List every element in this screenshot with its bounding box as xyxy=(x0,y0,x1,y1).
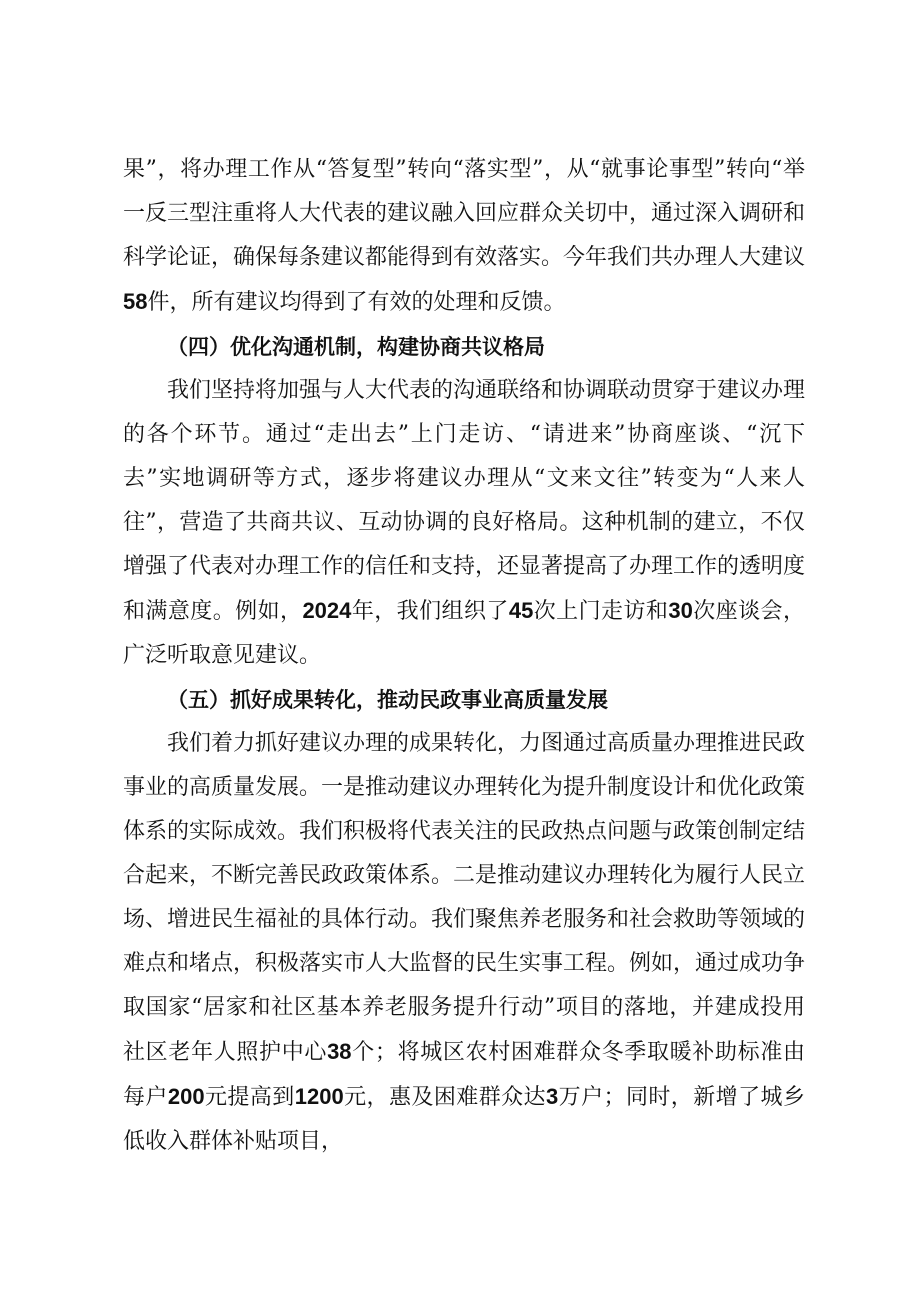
number-text: 38 xyxy=(327,1039,352,1064)
paragraph-2: 我们坚持将加强与人大代表的沟通联络和协调联动贯穿于建议办理的各个环节。通过“走出去”上门走访、“请进来”协商座谈、“沉下去”实地调研等方式，逐步将建议办理从“文来文往”转变为“人来人往”，营造了共商共议、互动协调的良好格局。这种机制的建立，不仅增强了代表对办理工作的信任和支持，还显著提高了办理工作的透明度和满意度。例如，2024年，我们组织了45次上门走访和30次座谈会，广泛听取意见建议。 xyxy=(123,378,806,668)
number-text: 3 xyxy=(545,1084,559,1109)
number-text: 1200 xyxy=(294,1084,344,1109)
number-text: 2024 xyxy=(302,598,352,623)
number-text: 45 xyxy=(508,598,534,623)
paragraph-3: 我们着力抓好建议办理的成果转化，力图通过高质量办理推进民政事业的高质量发展。一是推动建议办理转化为提升制度设计和优化政策体系的实际成效。我们积极将代表关注的民政热点问题与政策创制定结合起来，不断完善民政政策体系。二是推动建议办理转化为履行人民立场、增进民生福祉的具体行动。我们聚焦养老服务和社会救助等领域的难点和堵点，积极落实市人大监督的民生实事工程。例如，通过成功争取国家“居家和社区基本养老服务提升行动”项目的落地，并建成投用社区老年人照护中心38个；将城区农村困难群众冬季取暖补助标准由每户200元提高到1200元，惠及困难群众达3万户；同时，新增了城乡低收入群体补贴项目， xyxy=(123,731,806,1154)
number-text: 30 xyxy=(668,598,693,623)
number-text: 200 xyxy=(167,1084,205,1109)
number-text: 58 xyxy=(123,289,148,314)
section-heading-5: （五）抓好成果转化，推动民政事业高质量发展 xyxy=(167,688,608,712)
document-page xyxy=(123,148,805,1164)
paragraph-1: 果”，将办理工作从“答复型”转向“落实型”，从“就事论事型”转向“举一反三型注重将人大代表的建议融入回应群众关切中，通过深入调研和科学论证，确保每条建议都能得到有效落实。今年我们共办理人大建议58件，所有建议均得到了有效的处理和反馈。 xyxy=(123,157,806,315)
section-heading-4: （四）优化沟通机制，构建协商共议格局 xyxy=(167,335,545,359)
